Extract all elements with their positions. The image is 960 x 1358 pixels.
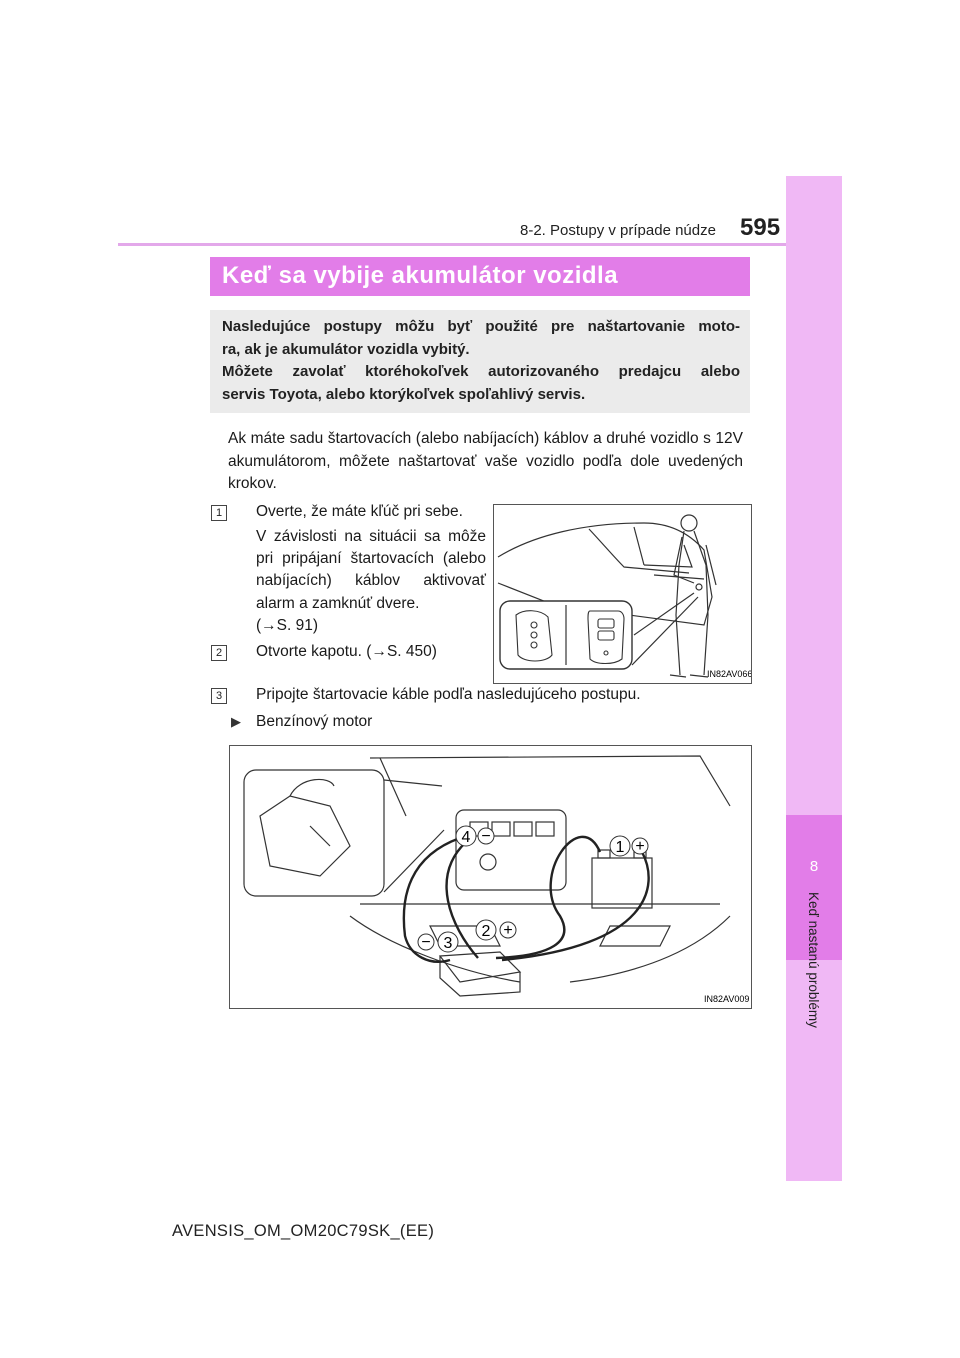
engine-type-label: Benzínový motor (256, 713, 373, 730)
intro-line: Nasledujúce postupy môžu byť použité pre naštartovanie moto- (222, 318, 740, 335)
triangle-bullet-icon: ▶ (231, 714, 241, 729)
plus-sign: + (635, 838, 645, 855)
step1-note-line: pri pripájaní štartovacích (alebo (256, 550, 486, 568)
step1-note-line: alarm a zamknúť dvere. (256, 594, 420, 612)
intro-line: servis Toyota, alebo ktorýkoľvek spoľahlivý servis. (222, 385, 586, 403)
section-title: Keď sa vybije akumulátor vozidla (222, 262, 619, 289)
section-reference: 8-2. Postupy v prípade núdze (520, 222, 716, 239)
plus-sign: + (503, 922, 513, 939)
document-code-footer: AVENSIS_OM_OM20C79SK_(EE) (172, 1222, 435, 1240)
body-paragraph: Ak máte sadu štartovacích (alebo nabíjacích) káblov a druhé vozidlo s 12V akumulátorom, môžete naštartovať vaše vozidlo podľa dole uvedených krokov. (228, 430, 743, 492)
figure-key-illustration (493, 504, 752, 684)
page-number: 595 (740, 214, 781, 241)
minus-sign: − (481, 828, 491, 845)
minus-sign: − (421, 934, 431, 951)
step1-note (256, 526, 486, 637)
callout-1: 1 (615, 839, 625, 856)
callout-4: 4 (461, 829, 471, 846)
figure-code: IN82AV066 (707, 669, 751, 679)
figure-engine-bay (229, 745, 752, 1009)
header-rule (118, 243, 840, 246)
callout-3: 3 (443, 935, 453, 952)
intro-text (222, 316, 740, 406)
side-chapter-number: 8 (809, 858, 819, 875)
side-chapter-title: Keď nastanú problémy (806, 892, 821, 1028)
step-number-box: 1 (211, 505, 227, 521)
step-text: Pripojte štartovacie káble podľa nasledujúceho postupu. (256, 686, 641, 703)
step-number-box: 3 (211, 688, 227, 704)
figure-code: IN82AV009 (704, 994, 750, 1004)
step1-note-line: V závislosti na situácii sa môže (256, 528, 486, 545)
step1-note-line: nabíjacích) káblov aktivovať (256, 572, 486, 590)
callout-2: 2 (481, 923, 491, 940)
intro-line: Môžete zavolať ktoréhokoľvek autorizovaného predajcu alebo (222, 363, 740, 380)
car-and-key-drawing (494, 505, 751, 683)
intro-line: ra, ak je akumulátor vozidla vybitý. (222, 340, 470, 358)
step1-note-line: (→S. 91) (256, 616, 319, 634)
engine-bay-drawing (230, 746, 751, 1008)
side-tab (786, 176, 842, 1181)
step-number-box: 2 (211, 645, 227, 661)
step-text: Otvorte kapotu. (→S. 450) (256, 643, 437, 660)
step-text: Overte, že máte kľúč pri sebe. (256, 503, 463, 520)
